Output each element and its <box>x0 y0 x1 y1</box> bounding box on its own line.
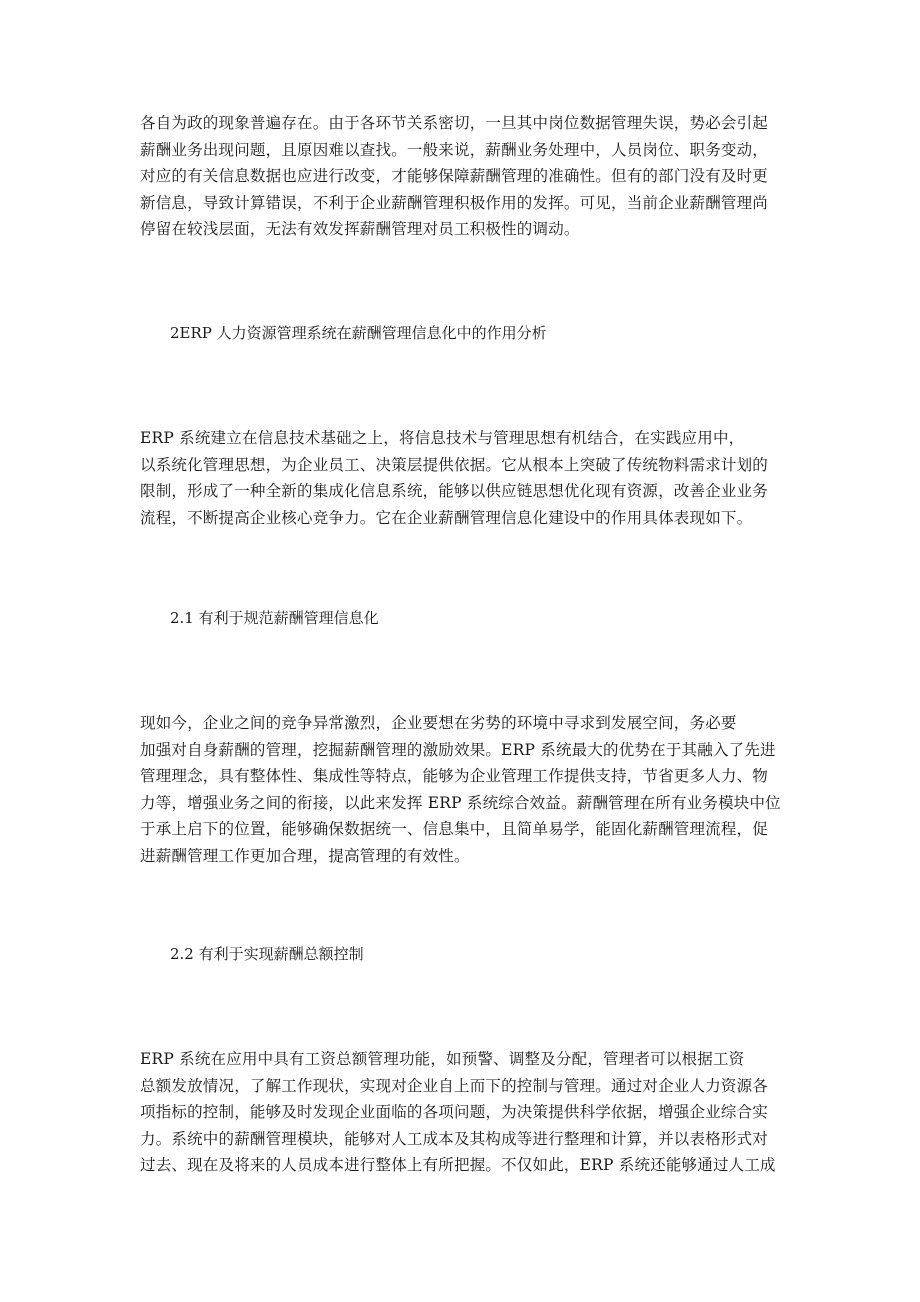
paragraph-erp-overview: ERP 系统建立在信息技术基础之上，将信息技术与管理思想有机结合，在实践应用中， 以系统化管理思想，为企业员工、决策层提供依据。它从根本上突破了传统物料需求计划的 限制，形成了一种全新的集成化信息系统，能够以供应链思想优化现有资源，改善企业业务 流程，不断提高企业核心竞争力。它在企业薪酬管理信息化建设中的作用具体表现如下。 <box>140 429 769 527</box>
paragraph-intro: 各自为政的现象普遍存在。由于各环节关系密切，一旦其中岗位数据管理失误，势必会引起 薪酬业务出现问题，且原因难以查找。一般来说，薪酬业务处理中，人员岗位、职务变动， 对应的有关信息数据也应进行改变，才能够保障薪酬管理的准确性。但有的部门没有及时更 新信息，导致计算错误，不利于企业薪酬管理积极作用的发挥。可见，当前企业薪酬管理尚 停留在较浅层面，无法有效发挥薪酬管理对员工积极性的调动。 <box>140 114 769 238</box>
paragraph-section-2-2: ERP 系统在应用中具有工资总额管理功能，如预警、调整及分配，管理者可以根据工资 总额发放情况，了解工作现状，实现对企业自上而下的控制与管理。通过对企业人力资源各 项指标的控制，能够及时发现企业面临的各项问题，为决策提供科学依据，增强企业综合实 力。系统中的薪酬管理模块，能够对人工成本及其构成等进行整理和计算，并以表格形式对 过去、现在及将来的人员成本进行整体上有所把握。不仅如此，ERP 系统还能够通过人工成 <box>140 1050 776 1174</box>
section-heading-2-2: 2.2 有利于实现薪酬总额控制 <box>170 945 364 963</box>
section-heading-2: 2ERP 人力资源管理系统在薪酬管理信息化中的作用分析 <box>170 324 547 342</box>
section-heading-2-1: 2.1 有利于规范薪酬管理信息化 <box>170 609 379 627</box>
paragraph-section-2-1: 现如今，企业之间的竞争异常激烈，企业要想在劣势的环境中寻求到发展空间，务必要 加强对自身薪酬的管理，挖掘薪酬管理的激励效果。ERP 系统最大的优势在于其融入了先进 管理理念，具有整体性、集成性等特点，能够为企业管理工作提供支持，节省更多人力、物 力等，增强业务之间的衔接，以此来发挥 ERP 系统综合效益。薪酬管理在所有业务模块中位 于承上启下的位置，能够确保数据统一、信息集中，且简单易学，能固化薪酬管理流程，促 进薪酬管理工作更加合理，提高管理的有效性。 <box>140 714 781 865</box>
